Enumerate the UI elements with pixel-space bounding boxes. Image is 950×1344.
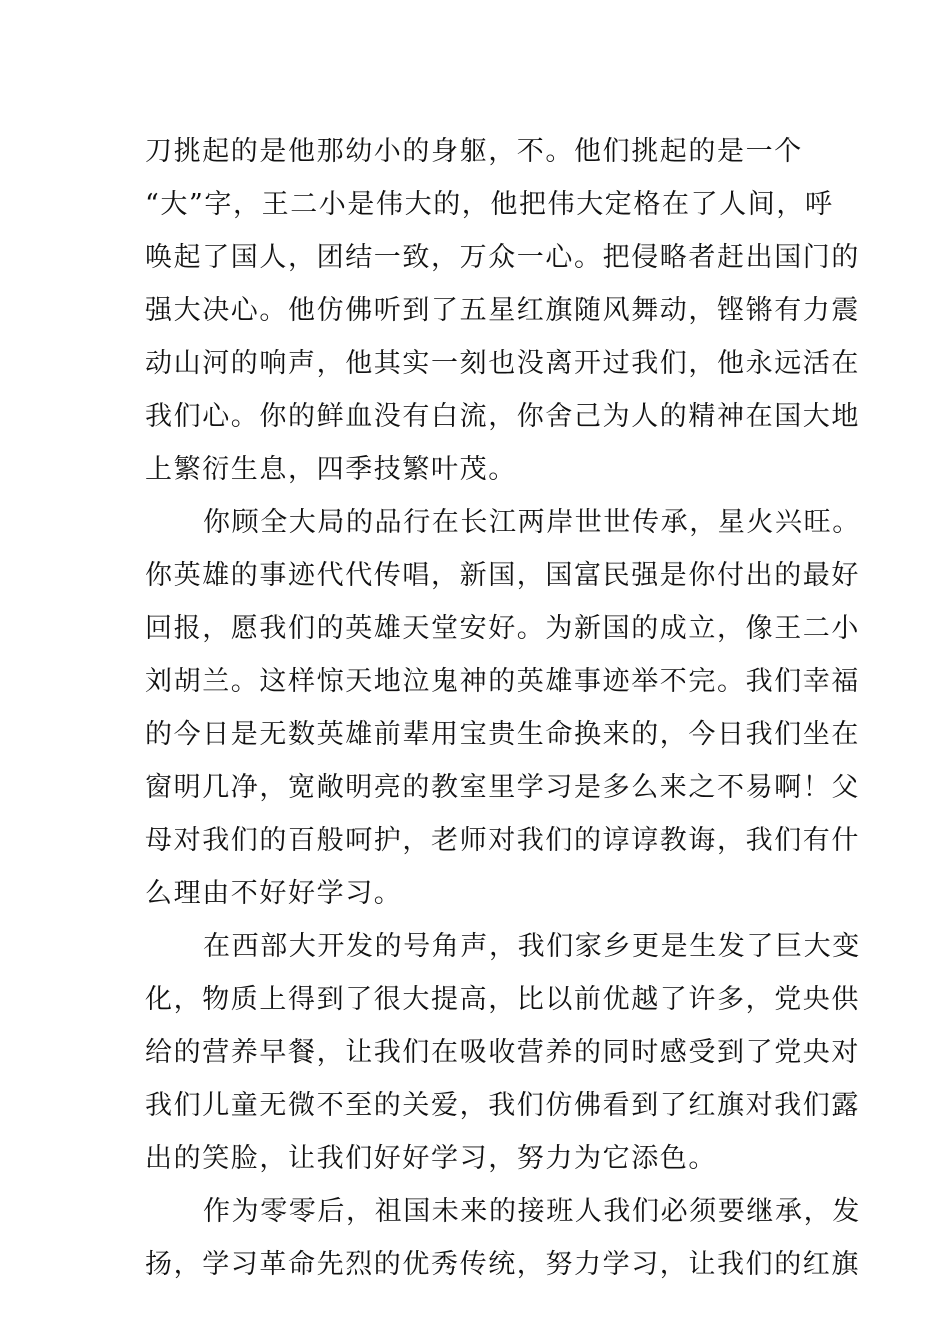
paragraph-start-line: 作为零零后，祖国未来的接班人我们必须要继承，发 — [203, 1196, 861, 1227]
text-line: 的今日是无数英雄前辈用宝贵生命换来的，今日我们坐在 — [145, 719, 860, 750]
text-line: 强大决心。他仿佛听到了五星红旗随风舞动，铿锵有力震 — [145, 295, 860, 326]
text-line: 动山河的响声，他其实一刻也没离开过我们，他永远活在 — [145, 348, 860, 379]
text-line: 么理由不好好学习。 — [145, 878, 403, 909]
text-line: “大”字，王二小是伟大的，他把伟大定格在了人间，呼 — [145, 189, 834, 220]
text-line: 出的笑脸，让我们好好学习，努力为它添色。 — [145, 1143, 717, 1174]
text-line: 上繁衍生息，四季技繁叶茂。 — [145, 454, 517, 485]
text-line: 刀挑起的是他那幼小的身躯，不。他们挑起的是一个 — [145, 136, 803, 167]
paragraph-start-line: 你顾全大局的品行在长江两岸世世传承，星火兴旺。 — [203, 507, 861, 538]
text-line: 母对我们的百般呵护，老师对我们的谆谆教诲，我们有什 — [145, 825, 860, 856]
text-line: 扬，学习革命先烈的优秀传统，努力学习，让我们的红旗 — [145, 1249, 860, 1280]
text-line: 唤起了国人，团结一致，万众一心。把侵略者赶出国门的 — [145, 242, 860, 273]
text-line: 窗明几净，宽敞明亮的教室里学习是多么来之不易啊！父 — [145, 772, 860, 803]
text-line: 我们儿童无微不至的关爱，我们仿佛看到了红旗对我们露 — [145, 1090, 860, 1121]
text-line: 我们心。你的鲜血没有白流，你舍己为人的精神在国大地 — [145, 401, 860, 432]
text-line: 回报，愿我们的英雄天堂安好。为新国的成立，像王二小 — [145, 613, 860, 644]
body-text — [145, 125, 861, 1291]
paragraph-start-line: 在西部大开发的号角声，我们家乡更是生发了巨大变 — [203, 931, 861, 962]
text-line: 化，物质上得到了很大提高，比以前优越了许多，党央供 — [145, 984, 860, 1015]
text-line: 你英雄的事迹代代传唱，新国，国富民强是你付出的最好 — [145, 560, 860, 591]
text-line: 给的营养早餐，让我们在吸收营养的同时感受到了党央对 — [145, 1037, 860, 1068]
text-line: 刘胡兰。这样惊天地泣鬼神的英雄事迹举不完。我们幸福 — [145, 666, 860, 697]
